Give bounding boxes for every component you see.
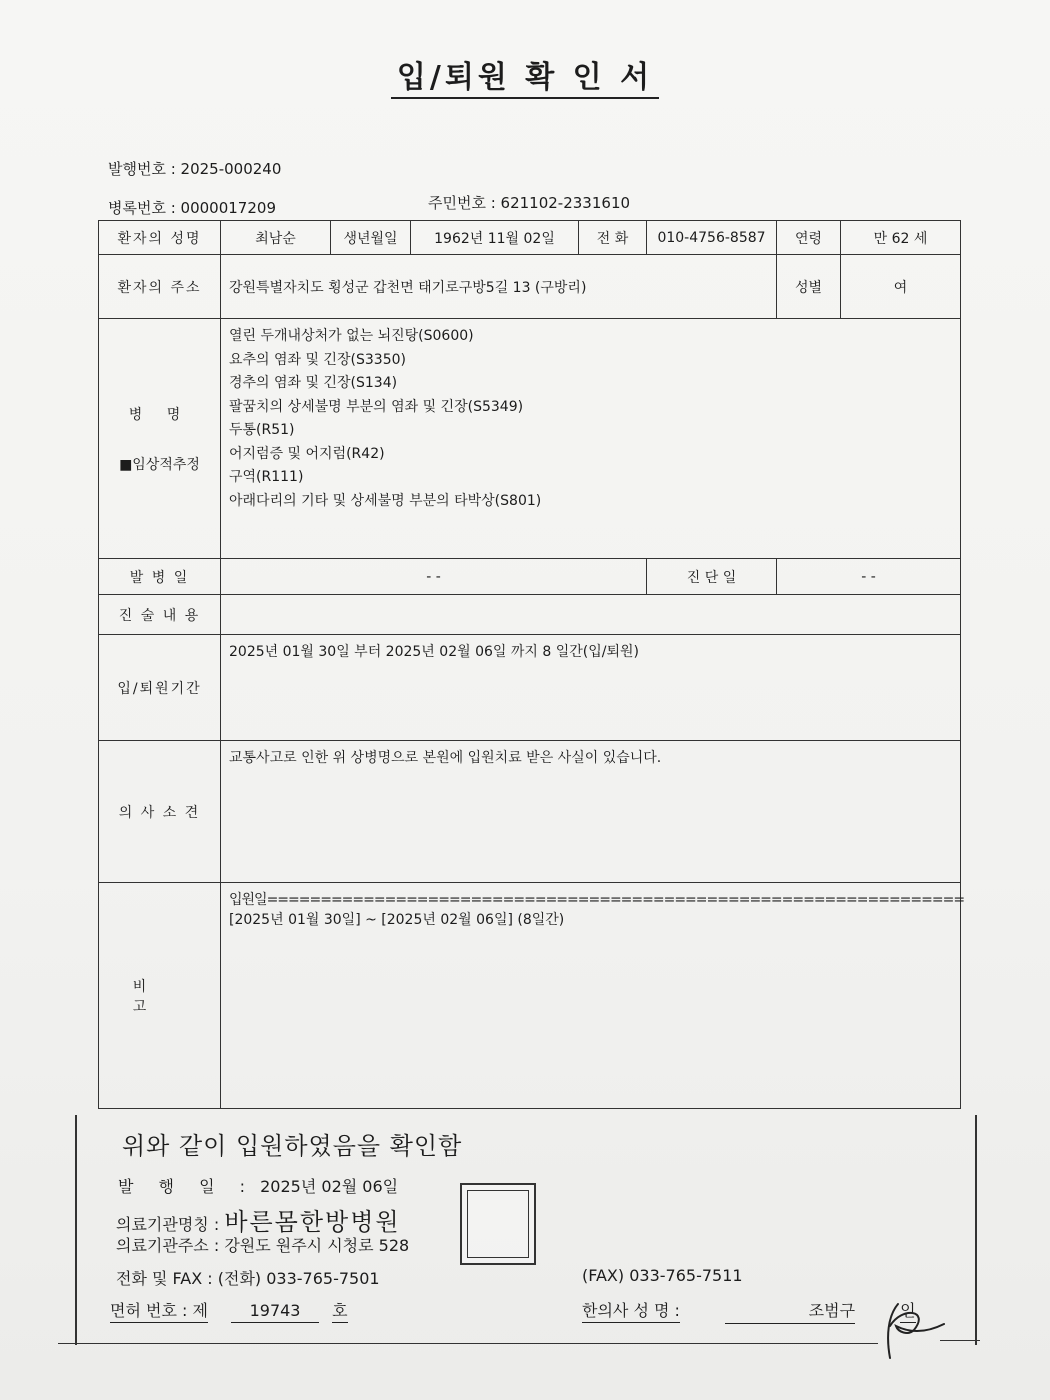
patient-address: 강원특별자치도 횡성군 갑천면 태기로구방5길 13 (구방리) xyxy=(221,255,777,319)
seal-mark: 인 xyxy=(900,1301,915,1323)
document-title: 입/퇴원 확 인 서 xyxy=(0,52,1050,96)
address-label: 환자의 주소 xyxy=(99,255,221,319)
hospital-seal-inner xyxy=(467,1190,529,1258)
admission-period: 2025년 01월 30일 부터 2025년 02월 06일 까지 8 일간(입/퇴원) xyxy=(221,635,961,741)
confirmation-statement: 위와 같이 입원하였음을 확인함 xyxy=(122,1132,463,1160)
remarks-line-2: [2025년 01월 30일] ~ [2025년 02월 06일] (8일간) xyxy=(229,912,565,928)
frame-bottom-border xyxy=(58,1343,878,1344)
issue-date: 2025년 02월 06일 xyxy=(260,1177,399,1196)
license-label: 면허 번호 : 제 xyxy=(110,1301,208,1323)
sex-label: 성별 xyxy=(777,255,841,319)
issue-date-label: 발 행 일 : xyxy=(118,1177,256,1196)
period-label: 입/퇴원기간 xyxy=(99,635,221,741)
birth-label: 생년월일 xyxy=(331,221,411,255)
doctor-name-label: 한의사 성 명 : xyxy=(582,1301,680,1323)
birth-date: 1962년 11월 02일 xyxy=(411,221,579,255)
hospital-address-label: 의료기관주소 : xyxy=(116,1236,220,1255)
age-value: 만 62 세 xyxy=(841,221,961,255)
remarks-content xyxy=(221,883,965,1109)
remarks-line-1: 입원일================================================================= xyxy=(229,892,965,908)
diagnosis-list xyxy=(221,319,961,559)
doctor-signature xyxy=(868,1296,948,1366)
diagnosis-item: 경추의 염좌 및 긴장(S134) xyxy=(229,375,398,391)
doctor-row xyxy=(582,1298,916,1324)
diagnosis-sublabel: ■임상적추정 xyxy=(119,456,200,473)
statement-value xyxy=(221,595,961,635)
license-suffix: 호 xyxy=(332,1301,347,1323)
diagnosis-item: 구역(R111) xyxy=(229,469,304,485)
patient-name-label: 환자의 성명 xyxy=(99,221,221,255)
diagnosis-label-cell xyxy=(99,319,221,559)
phone-label: 전 화 xyxy=(579,221,647,255)
diagnosis-item: 아래다리의 기타 및 상세불명 부분의 타박상(S801) xyxy=(229,492,542,509)
resident-number: 주민번호 : 621102-2331610 xyxy=(428,194,631,212)
onset-value: - - xyxy=(221,559,647,595)
patient-name: 최남순 xyxy=(221,221,331,255)
doctor-opinion: 교통사고로 인한 위 상병명으로 본원에 입원치료 받은 사실이 있습니다. xyxy=(221,741,961,883)
issue-number: 발행번호 : 2025-000240 xyxy=(108,160,282,178)
diagnosis-item: 어지럼증 및 어지럼(R42) xyxy=(229,445,385,462)
license-number: 19743 xyxy=(231,1301,319,1323)
record-number: 병록번호 : 0000017209 xyxy=(108,199,276,217)
doctor-name: 조범구 xyxy=(725,1298,855,1324)
diagnosis-item: 열린 두개내상처가 없는 뇌진탕(S0600) xyxy=(229,328,474,344)
opinion-label: 의 사 소 견 xyxy=(99,741,221,883)
phone-number: (전화) 033-765-7501 xyxy=(217,1269,380,1288)
issue-date-row xyxy=(118,1174,398,1197)
hospital-name-row xyxy=(116,1202,401,1237)
age-label: 연령 xyxy=(777,221,841,255)
hospital-seal-stamp xyxy=(460,1183,536,1265)
onset-label: 발 병 일 xyxy=(99,559,221,595)
remarks-label: 비 고 xyxy=(99,883,221,1109)
phone-fax-label: 전화 및 FAX : xyxy=(116,1269,213,1288)
sex-value: 여 xyxy=(841,255,961,319)
hospital-name-label: 의료기관명칭 : xyxy=(116,1215,220,1234)
diagnosis-item: 두통(R51) xyxy=(229,422,295,438)
statement-label: 진 술 내 용 xyxy=(99,595,221,635)
phone-row xyxy=(116,1266,380,1289)
diagnosis-date-value: - - xyxy=(777,559,961,595)
license-row xyxy=(110,1298,348,1323)
confirmation-form-table xyxy=(98,220,965,1109)
frame-right-border xyxy=(975,1115,977,1345)
hospital-address-row xyxy=(116,1233,409,1256)
phone-number: 010-4756-8587 xyxy=(647,221,777,255)
diagnosis-date-label: 진 단 일 xyxy=(647,559,777,595)
frame-left-border xyxy=(75,1115,77,1345)
diagnosis-item: 요추의 염좌 및 긴장(S3350) xyxy=(229,351,406,368)
hospital-name: 바른몸한방병원 xyxy=(224,1208,401,1236)
fax-number: (FAX) 033-765-7511 xyxy=(582,1266,743,1285)
diagnosis-item: 팔꿈치의 상세불명 부분의 염좌 및 긴장(S5349) xyxy=(229,398,524,415)
hospital-address: 강원도 원주시 시청로 528 xyxy=(224,1236,410,1255)
diagnosis-label: 병 명 xyxy=(128,406,191,423)
